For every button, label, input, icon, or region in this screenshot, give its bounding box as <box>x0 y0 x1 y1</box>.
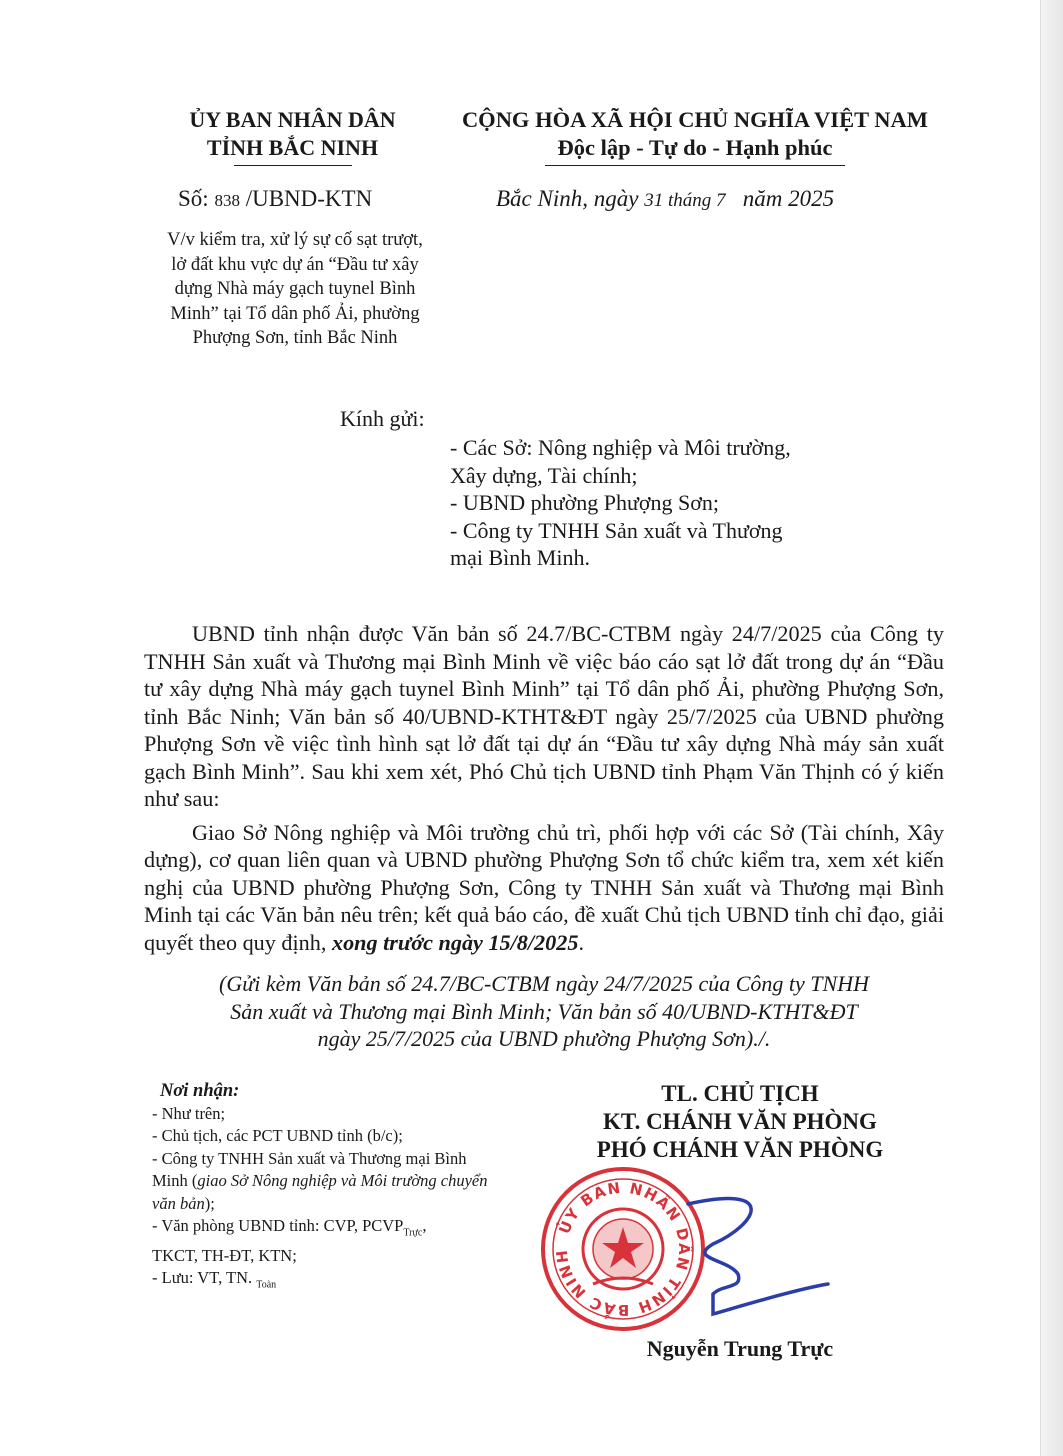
recipient-line: Xây dựng, Tài chính; <box>450 462 638 488</box>
footer-item: TKCT, TH-ĐT, KTN; <box>152 1245 297 1265</box>
footer-item-text: - Công ty TNHH Sản xuất và Thương mại Bình Minh ( <box>152 1148 467 1190</box>
body-paragraph-2 <box>144 819 944 957</box>
attachment-line: Sản xuất và Thương mại Bình Minh; Văn bản số 40/UBND-KTHT&ĐT <box>230 998 858 1024</box>
doc-number-suffix: /UBND-KTN <box>239 186 373 211</box>
signature-title-1: TL. CHỦ TỊCH <box>661 1081 819 1106</box>
footer-item-text: - Văn phòng UBND tỉnh: CVP, PCVP <box>152 1216 404 1235</box>
subject-line: lở đất khu vực dự án “Đầu tư xây <box>171 254 419 275</box>
doc-number-value: 838 <box>214 191 240 210</box>
footer-item-text: ); <box>204 1193 215 1213</box>
handwritten-signature-icon <box>688 1199 828 1314</box>
document-number <box>178 186 372 212</box>
footer-item-subscript: Toàn <box>256 1279 277 1291</box>
seal-text: ỦY BAN NHÂN DÂN TỈNH BẮC NINH <box>552 1178 694 1320</box>
paragraph-2-end: . <box>578 929 584 955</box>
footer-item-text: , <box>422 1216 427 1235</box>
signature-title-2: KT. CHÁNH VĂN PHÒNG <box>603 1109 877 1134</box>
signature-block <box>560 1080 920 1164</box>
attachment-line: (Gửi kèm Văn bản số 24.7/BC-CTBM ngày 24/7/2025 của Công ty TNHH <box>219 971 869 996</box>
date-year: năm 2025 <box>725 186 835 211</box>
recipient-line: mại Bình Minh. <box>450 545 590 570</box>
motto-underline <box>545 165 845 166</box>
national-header <box>445 106 945 166</box>
signature-title-3: PHÓ CHÁNH VĂN PHÒNG <box>596 1137 884 1162</box>
recipient-line: - UBND phường Phượng Sơn; <box>450 490 719 515</box>
body-paragraph-1: UBND tỉnh nhận được Văn bản số 24.7/BC-CTBM ngày 24/7/2025 của Công ty TNHH Sản xuất và Thương mại Bình Minh về việc báo cáo sạt lở đất trong dự án “Đầu tư xây dựng Nhà máy gạch tuynel Bình Minh” tại Tổ dân phố Ải, phường Phượng Sơn, tỉnh Bắc Ninh; Văn bản số 40/UBND-KTHT&ĐT ngày 25/7/2025 của UBND phường Phượng Sơn về việc tình hình sạt lở đất tại dự án “Đầu tư xây dựng Nhà máy sản xuất gạch Bình Minh”. Sau khi xem xét, Phó Chủ tịch UBND tỉnh Phạm Văn Thịnh có ý kiến như sau: <box>144 621 944 811</box>
recipient-list <box>450 434 840 572</box>
recipients-footer <box>152 1080 497 1297</box>
document-body <box>144 620 944 956</box>
deadline: xong trước ngày 15/8/2025 <box>331 929 579 955</box>
subject-line: Minh” tại Tổ dân phố Ải, phường <box>170 303 420 324</box>
date-day-month: 31 tháng 7 <box>644 190 726 211</box>
footer-item-text: - Lưu: VT, TN. <box>152 1268 253 1288</box>
date-place: Bắc Ninh, ngày <box>496 186 645 211</box>
date-line <box>496 186 834 212</box>
document-subject <box>140 228 450 351</box>
subject-line: dựng Nhà máy gạch tuynel Bình <box>174 279 416 299</box>
agency-underline <box>234 165 352 166</box>
recipients-footer-title: Nơi nhận: <box>160 1081 240 1101</box>
issuing-agency <box>160 106 425 166</box>
recipient-line: - Các Sở: Nông nghiệp và Môi trường, <box>450 435 791 460</box>
footer-item-subscript: Trực <box>403 1227 423 1239</box>
attachment-line: ngày 25/7/2025 của UBND phường Phượng Sơn)./. <box>317 1026 771 1051</box>
salutation: Kính gửi: <box>340 406 425 431</box>
footer-item <box>152 1215 497 1245</box>
page-edge <box>1040 0 1063 1456</box>
recipient-line: - Công ty TNHH Sản xuất và Thương <box>450 517 783 543</box>
doc-number-prefix: Số: <box>178 186 215 211</box>
footer-item <box>152 1267 497 1297</box>
agency-line-2: TỈNH BẮC NINH <box>206 135 379 160</box>
paragraph-2-text: Giao Sở Nông nghiệp và Môi trường chủ trì, phối hợp với các Sở (Tài chính, Xây dựng), cơ quan liên quan và UBND phường Phượng Sơn tổ chức kiểm tra, xem xét kiến nghị của UBND phường Phượng Sơn, Công ty TNHH Sản xuất và Thương mại Bình Minh tại các Văn bản nêu trên; kết quả báo cáo, đề xuất Chủ tịch UBND tỉnh chỉ đạo, giải quyết theo quy định, <box>144 819 944 955</box>
signer-name: Nguyễn Trung Trực <box>646 1336 834 1361</box>
attachment-note <box>144 970 944 1053</box>
official-seal-icon <box>538 1164 708 1334</box>
national-motto: Độc lập - Tự do - Hạnh phúc <box>557 135 833 160</box>
footer-item: - Như trên; <box>152 1103 226 1123</box>
agency-line-1: ỦY BAN NHÂN DÂN <box>189 107 396 132</box>
subject-line: Phượng Sơn, tỉnh Bắc Ninh <box>192 328 398 348</box>
republic-name: CỘNG HÒA XÃ HỘI CHỦ NGHĨA VIỆT NAM <box>461 107 929 132</box>
footer-item-note: giao Sở Nông nghiệp và Môi trường chuyển văn bản <box>152 1171 488 1213</box>
footer-item <box>152 1148 497 1216</box>
footer-item: - Chủ tịch, các PCT UBND tỉnh (b/c); <box>152 1126 403 1145</box>
subject-line: V/v kiểm tra, xử lý sự cố sạt trượt, <box>167 230 423 250</box>
